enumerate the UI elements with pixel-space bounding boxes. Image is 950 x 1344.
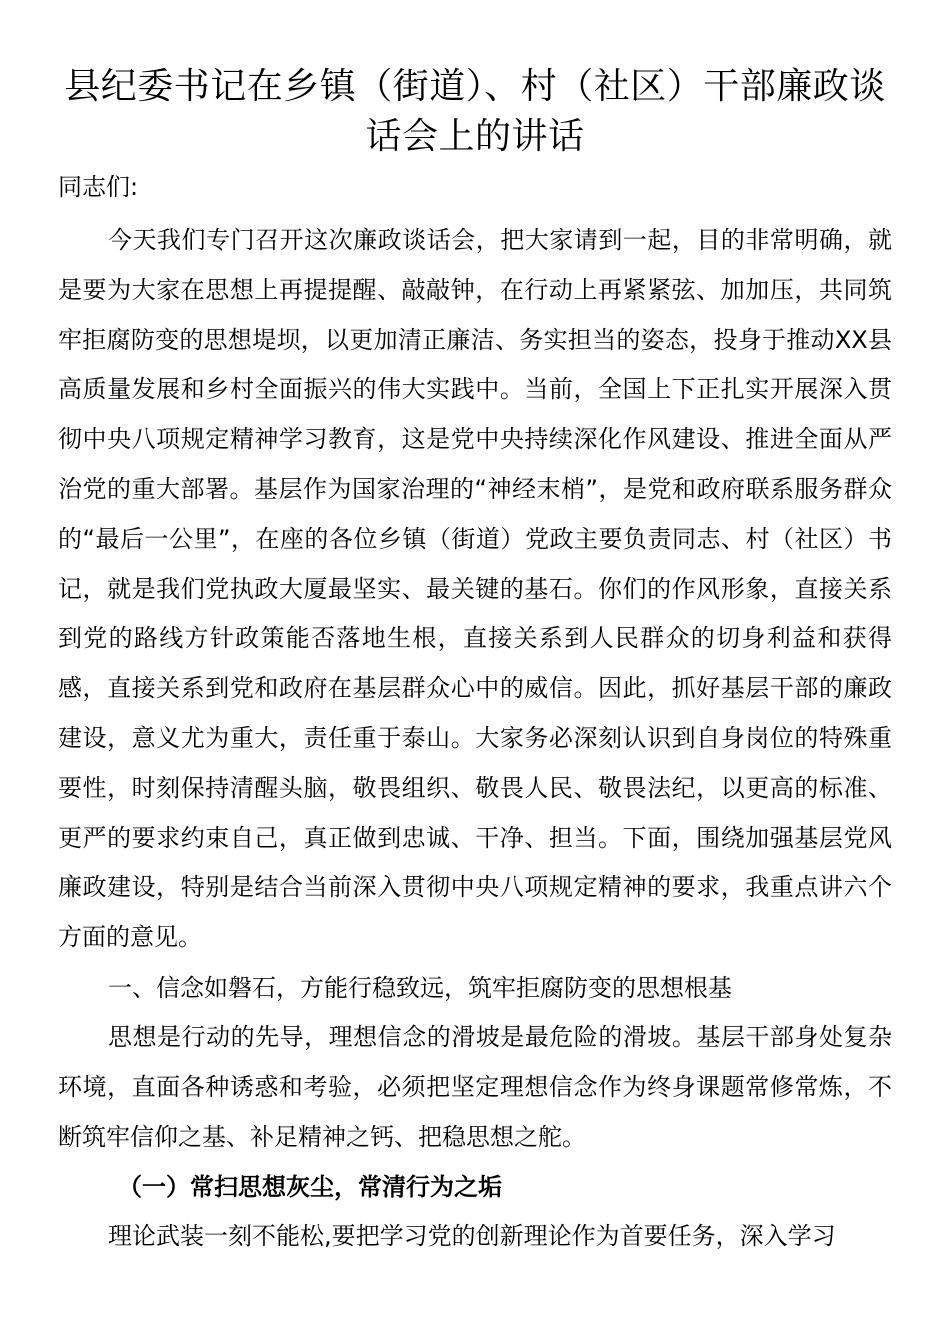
salutation: 同志们: (58, 173, 139, 201)
document-title: 县纪委书记在乡镇（街道）、村（社区）干部廉政谈话会上的讲话 (64, 66, 886, 157)
section-heading-1: 一、信念如磐石，方能行稳致远，筑牢拒腐防变的思想根基 (108, 973, 732, 1002)
subsection-heading-1: （一）常扫思想灰尘，常清行为之垢 (118, 1173, 502, 1202)
body-paragraph-2: 思想是行动的先导，理想信念的滑坡是最危险的滑坡。基层干部身处复杂环境，直面各种诱惑和考验，必须把坚定理想信念作为终身课题常修常炼，不断筑牢信仰之基、补足精神之钙、把稳思想之舵。 (58, 1022, 892, 1151)
body-paragraph-3: 理论武装一刻不能松,要把学习党的创新理论作为首要任务，深入学习 (108, 1222, 836, 1251)
body-paragraph-1: 今天我们专门召开这次廉政谈话会，把大家请到一起，目的非常明确，就是要为大家在思想上再提提醒、敲敲钟，在行动上再紧紧弦、加加压，共同筑牢拒腐防变的思想堤坝，以更加清正廉洁、务实担当的姿态，投身于推动XX县高质量发展和乡村全面振兴的伟大实践中。当前，全国上下正扎实开展深入贯彻中央八项规定精神学习教育，这是党中央持续深化作风建设、推进全面从严治党的重大部署。基层作为国家治理的“神经末梢”，是党和政府联系服务群众的“最后一公里”，在座的各位乡镇（街道）党政主要负责同志、村（社区）书记，就是我们党执政大厦最坚实、最关键的基石。你们的作风形象，直接关系到党的路线方针政策能否落地生根，直接关系到人民群众的切身利益和获得感，直接关系到党和政府在基层群众心中的威信。因此，抓好基层干部的廉政建设，意义尤为重大，责任重于泰山。大家务必深刻认识到自身岗位的特殊重要性，时刻保持清醒头脑，敬畏组织、敬畏人民、敬畏法纪，以更高的标准、更严的要求约束自己，真正做到忠诚、干净、担当。下面，围绕加强基层党风廉政建设，特别是结合当前深入贯彻中央八项规定精神的要求，我重点讲六个方面的意见。 (58, 226, 892, 952)
